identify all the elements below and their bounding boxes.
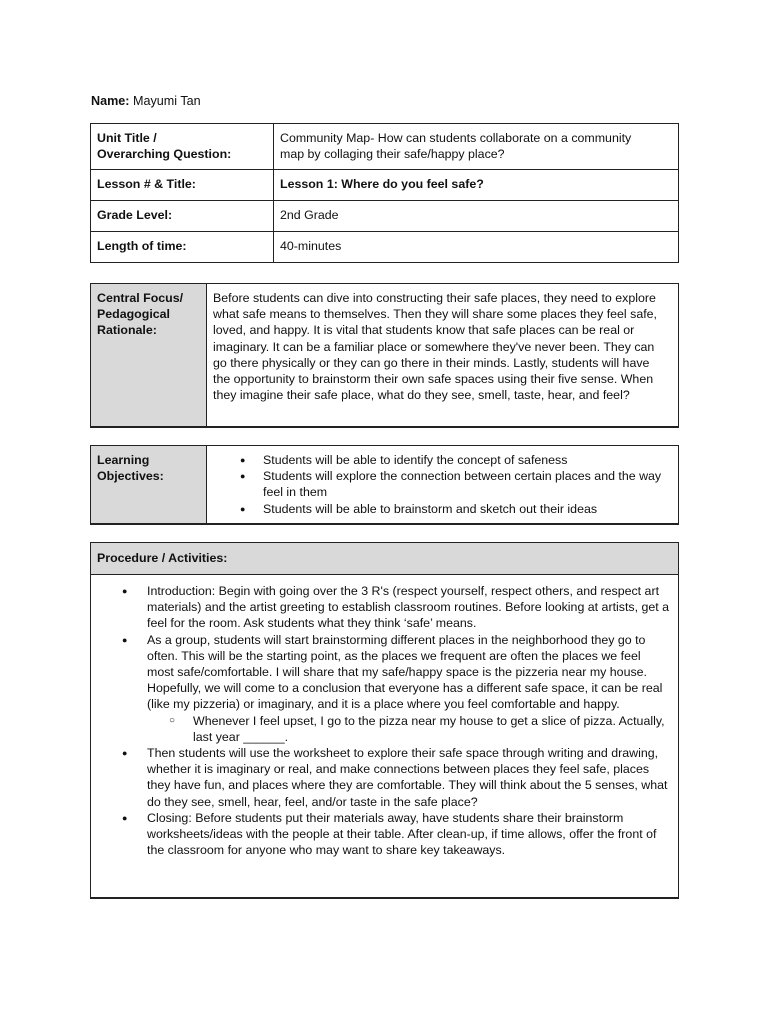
grade-level-label: Grade Level: — [97, 208, 173, 222]
table-row — [91, 232, 679, 263]
procedure-sub-list — [97, 713, 670, 745]
central-focus-label: Central Focus/ Pedagogical Rationale: — [97, 291, 184, 338]
table-row — [91, 284, 679, 428]
table-row — [91, 575, 679, 899]
length-of-time-label: Length of time: — [97, 239, 187, 253]
list-item: ● Students will be able to brainstorm and sketch out their ideas — [213, 501, 662, 517]
table-row — [91, 124, 679, 170]
table-row — [91, 170, 679, 201]
list-item: ● Then students will use the worksheet to explore their safe space through writing and drawing, whether it is imaginary or real, and make connections between places they feel safe, places they have fun, and places where they are comfortable. They will think about the 5 senses, what do they see, smell, hear, feel, and/or taste in the safe place? — [97, 745, 670, 810]
length-of-time-value: 40-minutes — [280, 239, 342, 253]
sub-list-item: ○ Whenever I feel upset, I go to the pizza near my house to get a slice of pizza. Actually, last year ______. — [97, 713, 670, 745]
overarching-question-label: Overarching Question: — [97, 147, 232, 162]
table-row — [91, 446, 679, 525]
name-label: Name: — [91, 94, 130, 108]
grade-level-value: 2nd Grade — [280, 208, 339, 222]
list-item — [97, 632, 670, 745]
name-value: Mayumi Tan — [133, 94, 201, 108]
list-item-text: As a group, students will start brainstorming different places in the neighborhood they go to often. This will be the starting point, as the places we frequent are often the places we feel most safe/comfortable. I will share that my safe/happy space is the pizzeria near my house. Hopefully, we will come to a conclusion that everyone has a different safe space, it can be real (like my pizzeria) or imaginary, and it is a place where you feel comfortable and happy. — [147, 632, 663, 712]
learning-objectives-label: Learning Objectives: — [97, 453, 164, 484]
objectives-list — [213, 452, 662, 517]
unit-title-value: Community Map- How can students collaborate on a community map by collaging their safe/happy place? — [280, 131, 632, 162]
learning-objectives-table — [90, 445, 679, 525]
lesson-title-label: Lesson # & Title: — [97, 177, 196, 191]
student-name-line — [91, 93, 201, 109]
table-row — [91, 543, 679, 575]
procedure-label: Procedure / Activities: — [97, 551, 228, 565]
central-focus-text: Before students can dive into constructing their safe places, they need to explore what safe means to themselves. Then they will share some places they feel safe, loved, and happy. It is vital that students know that safe places can be real or imaginary. It can be a familiar place or somewhere they've never been. They can go there physically or they can go there in their minds. Lastly, students will have the opportunity to brainstorm their own safe spaces using their five sense. When they imagine their safe place, what do they see, smell, taste, hear, and feel? — [213, 291, 657, 403]
list-item: ● Closing: Before students put their materials away, have students share their brainstorm worksheets/ideas with the people at their table. After clean-up, if time allows, offer the front of the classroom for anyone who may want to share key takeaways. — [97, 810, 670, 859]
procedure-list — [97, 583, 670, 858]
list-item: ● Students will explore the connection between certain places and the way feel in them — [213, 468, 662, 500]
list-item: ● Introduction: Begin with going over the 3 R's (respect yourself, respect others, and respect art materials) and the artist greeting to establish classroom routines. Before looking at artists, get a feel for the room. Ask students what they think ‘safe’ means. — [97, 583, 670, 632]
central-focus-table — [90, 283, 679, 428]
table-row — [91, 201, 679, 232]
lesson-title-value: Lesson 1: Where do you feel safe? — [280, 177, 484, 191]
list-item: ● Students will be able to identify the concept of safeness — [213, 452, 662, 468]
unit-title-label: Unit Title / — [97, 131, 157, 145]
procedure-table — [90, 542, 679, 899]
lesson-info-table — [90, 123, 679, 263]
